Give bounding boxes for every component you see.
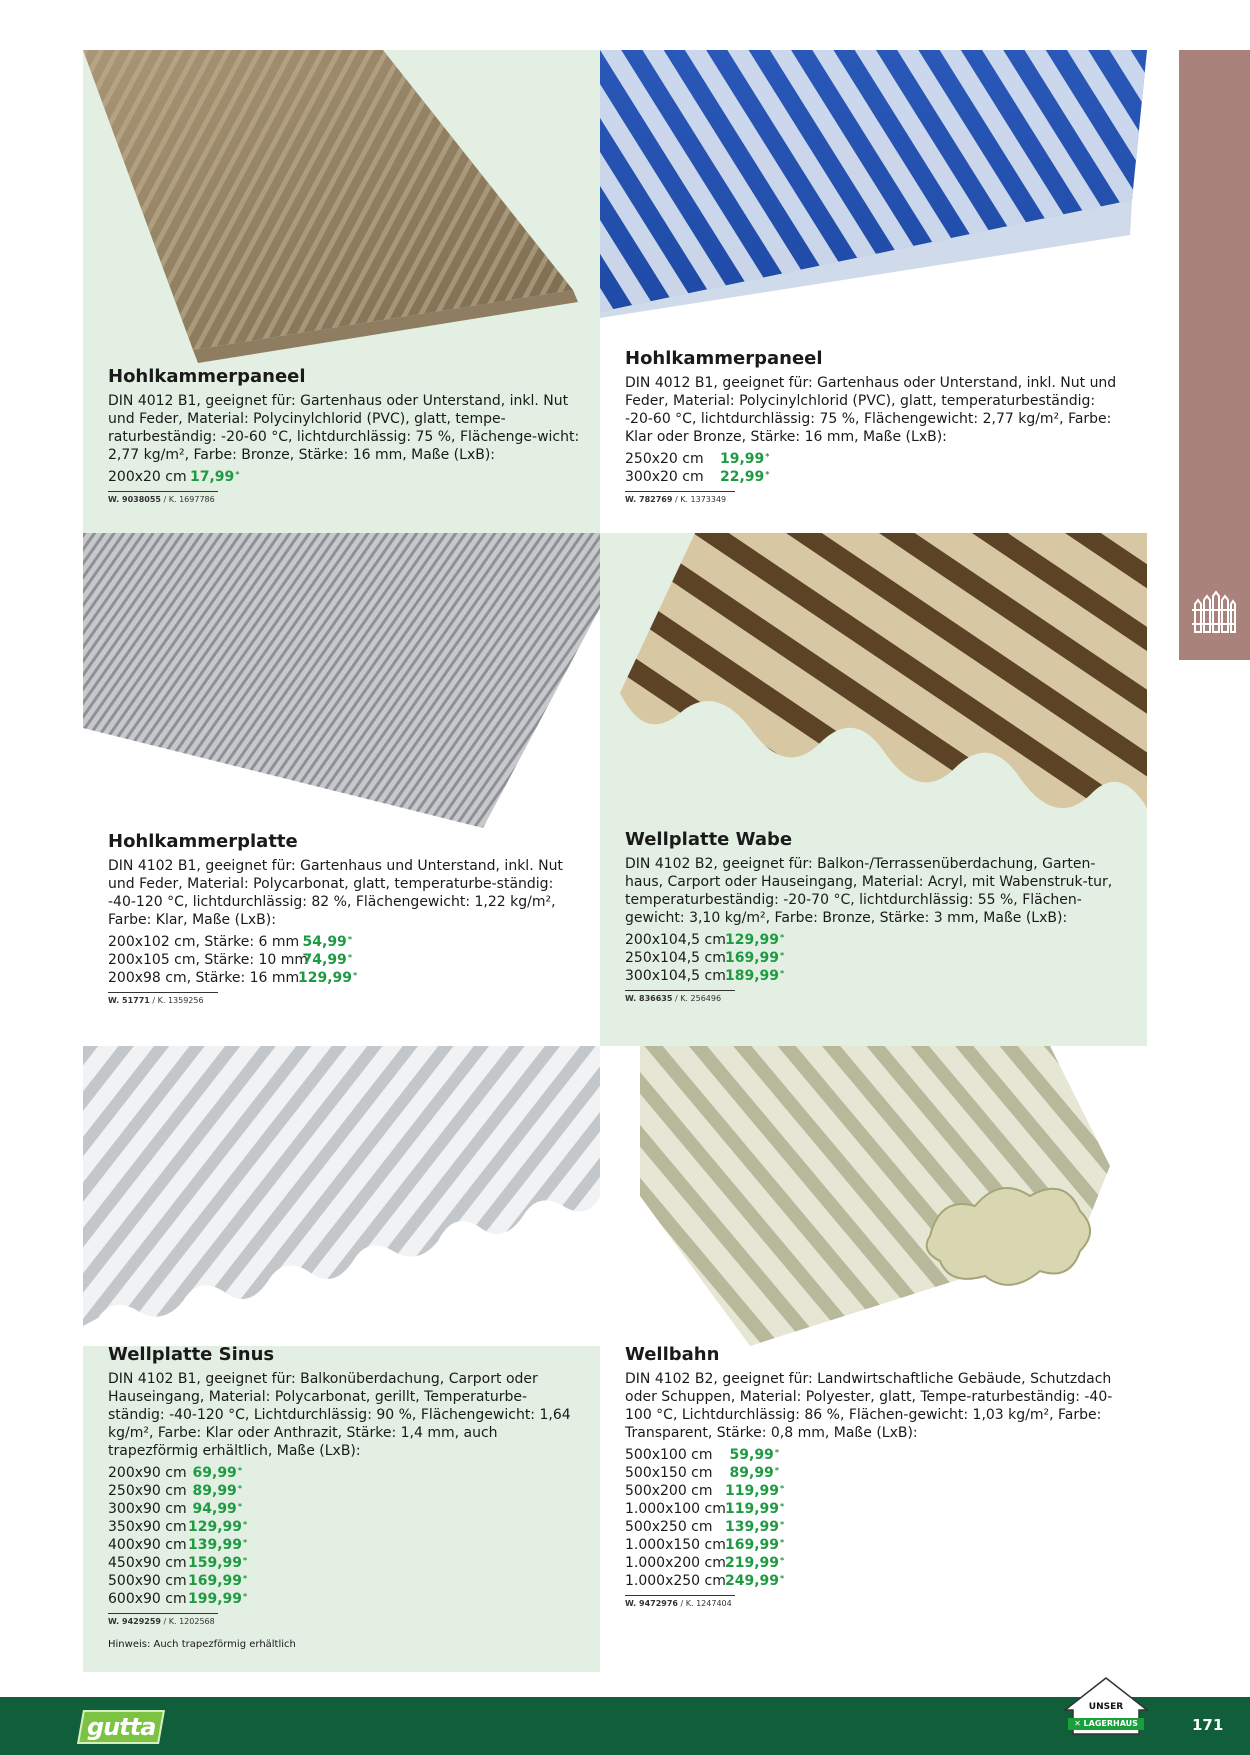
- variant-size: 300x90 cm: [108, 1501, 187, 1517]
- product-card-wellplatte-sinus: [83, 1046, 600, 1672]
- variant-size: 200x98 cm, Stärke: 16 mm: [108, 970, 300, 986]
- price-row: [625, 949, 1127, 967]
- product-description: DIN 4102 B2, geeignet für: Balkon-/Terrassenüberdachung, Garten-haus, Carport oder Hauseingang, Material: Acryl, mit Wabenstruk-tur, temperaturbeständig: -20-70 °C, lichtdurchlässig: 55 %, Flächen-gewicht: 3,10 kg/m², Farbe: Bronze, Stärke: 3 mm, Maße (LxB):: [625, 856, 1113, 926]
- divider: [108, 1613, 218, 1614]
- variant-price: 129,99*: [188, 1519, 248, 1535]
- brand-logo: gutta: [77, 1710, 165, 1744]
- variant-price: 119,99*: [725, 1483, 785, 1499]
- price-row: [108, 468, 580, 486]
- variant-price: 74,99*: [302, 952, 352, 968]
- price-row: [108, 933, 580, 951]
- price-row: [108, 951, 580, 969]
- price-row: [625, 1518, 1127, 1536]
- divider: [625, 1595, 735, 1596]
- variant-price: 219,99*: [725, 1555, 785, 1571]
- price-row: [625, 967, 1127, 985]
- price-row: [625, 468, 1127, 486]
- variant-price: 119,99*: [725, 1501, 785, 1517]
- product-image: [83, 1046, 600, 1346]
- product-image: [600, 533, 1147, 833]
- variant-size: 200x102 cm, Stärke: 6 mm: [108, 934, 300, 950]
- price-row: [108, 1518, 580, 1536]
- article-number: W. 782769 / K. 1373349: [625, 495, 727, 504]
- product-description: DIN 4012 B1, geeignet für: Gartenhaus oder Unterstand, inkl. Nut und Feder, Material: Polycinylchlorid (PVC), glatt, tempe-raturbeständig: -20-60 °C, lichtdurchlässig: 75 %, Flächenge-wicht: 2,77 kg/m², Farbe: Bronze, Stärke: 16 mm, Maße (LxB):: [108, 393, 580, 463]
- product-card-hohlkammerplatte: [83, 533, 600, 1046]
- variant-size: 200x90 cm: [108, 1465, 187, 1481]
- price-row: [108, 1590, 580, 1608]
- product-title: Hohlkammerpaneel: [625, 348, 823, 369]
- variant-price: 189,99*: [725, 968, 785, 984]
- variant-price: 169,99*: [188, 1573, 248, 1589]
- variant-price: 199,99*: [188, 1591, 248, 1607]
- variant-price: 139,99*: [725, 1519, 785, 1535]
- variant-price: 169,99*: [725, 950, 785, 966]
- lagerhaus-badge: ✕ LAGERHAUS: [1068, 1718, 1144, 1730]
- price-row: [625, 1500, 1127, 1518]
- divider: [108, 992, 218, 993]
- price-row: [108, 969, 580, 987]
- price-list: [108, 1464, 580, 1608]
- variant-size: 500x150 cm: [625, 1465, 713, 1481]
- price-list: [625, 450, 1127, 486]
- variant-size: 250x20 cm: [625, 451, 704, 467]
- product-description: DIN 4102 B1, geeignet für: Balkonüberdachung, Carport oder Hauseingang, Material: Polycarbonat, gerillt, Temperaturbe-ständig: -40-120 °C, Lichtdurchlässig: 90 %, Flächengewicht: 1,64 kg/m², Farbe: Klar oder Anthrazit, Stärke: 1,4 mm, auch trapezförmig erhältlich, Maße (LxB):: [108, 1371, 571, 1459]
- product-title: Wellplatte Sinus: [108, 1344, 275, 1365]
- chapter-side-tab[interactable]: [1179, 50, 1250, 660]
- price-row: [108, 1572, 580, 1590]
- variant-price: 129,99*: [298, 970, 358, 986]
- variant-price: 54,99*: [302, 934, 352, 950]
- product-card-hohlkammerpaneel-klar: [600, 50, 1147, 533]
- variant-size: 200x104,5 cm: [625, 932, 726, 948]
- article-number: W. 9038055 / K. 1697786: [108, 495, 215, 504]
- variant-price: 22,99*: [720, 469, 770, 485]
- variant-price: 59,99*: [729, 1447, 779, 1463]
- variant-price: 129,99*: [725, 932, 785, 948]
- price-row: [108, 1536, 580, 1554]
- price-row: [625, 1446, 1127, 1464]
- variant-size: 300x104,5 cm: [625, 968, 726, 984]
- product-description: DIN 4012 B1, geeignet für: Gartenhaus oder Unterstand, inkl. Nut und Feder, Material: Polycinylchlorid (PVC), glatt, temperaturbeständig: -20-60 °C, lichtdurchlässig: 75 %, Flächengewicht: 2,77 kg/m², Farbe: Klar oder Bronze, Stärke: 16 mm, Maße (LxB):: [625, 375, 1117, 445]
- variant-size: 1.000x150 cm: [625, 1537, 726, 1553]
- variant-size: 250x104,5 cm: [625, 950, 726, 966]
- product-title: Wellbahn: [625, 1344, 720, 1365]
- variant-size: 500x90 cm: [108, 1573, 187, 1589]
- divider: [625, 491, 735, 492]
- fence-icon: [1189, 590, 1237, 638]
- product-card-hohlkammerpaneel-bronze: [83, 50, 600, 533]
- variant-price: 89,99*: [729, 1465, 779, 1481]
- price-list: [625, 931, 1127, 985]
- divider: [108, 491, 218, 492]
- variant-size: 200x105 cm, Stärke: 10 mm: [108, 952, 309, 968]
- product-description: DIN 4102 B1, geeignet für: Gartenhaus und Unterstand, inkl. Nut und Feder, Material: Polycarbonat, glatt, temperaturbe-ständig: -40-120 °C, lichtdurchlässig: 82 %, Flächengewicht: 1,22 kg/m², Farbe: Klar, Maße (LxB):: [108, 858, 563, 928]
- variant-size: 1.000x250 cm: [625, 1573, 726, 1589]
- article-number: W. 9429259 / K. 1202568: [108, 1617, 215, 1626]
- variant-size: 400x90 cm: [108, 1537, 187, 1553]
- variant-price: 69,99*: [192, 1465, 242, 1481]
- product-note: Hinweis: Auch trapezförmig erhältlich: [108, 1639, 296, 1650]
- price-list: [625, 1446, 1127, 1590]
- price-list: [108, 468, 580, 486]
- price-row: [108, 1464, 580, 1482]
- variant-size: 1.000x100 cm: [625, 1501, 726, 1517]
- price-row: [108, 1482, 580, 1500]
- price-row: [625, 931, 1127, 949]
- variant-price: 159,99*: [188, 1555, 248, 1571]
- product-image: [600, 1046, 1147, 1346]
- variant-price: 89,99*: [192, 1483, 242, 1499]
- variant-price: 139,99*: [188, 1537, 248, 1553]
- product-image: [600, 50, 1147, 340]
- price-row: [625, 1554, 1127, 1572]
- article-number: W. 51771 / K. 1359256: [108, 996, 204, 1005]
- variant-price: 94,99*: [192, 1501, 242, 1517]
- product-image: [83, 533, 600, 833]
- price-row: [625, 1464, 1127, 1482]
- product-title: Hohlkammerplatte: [108, 831, 298, 852]
- variant-size: 500x100 cm: [625, 1447, 713, 1463]
- variant-size: 300x20 cm: [625, 469, 704, 485]
- variant-price: 169,99*: [725, 1537, 785, 1553]
- price-list: [108, 933, 580, 987]
- variant-price: 17,99*: [190, 469, 240, 485]
- article-number: W. 836635 / K. 256496: [625, 994, 722, 1003]
- product-description: DIN 4102 B2, geeignet für: Landwirtschaftliche Gebäude, Schutzdach oder Schuppen, Material: Polyester, glatt, Tempe-raturbeständig: -40-100 °C, Lichtdurchlässig: 86 %, Flächen-gewicht: 1,03 kg/m², Farbe: Transparent, Stärke: 0,8 mm, Maße (LxB):: [625, 1371, 1113, 1441]
- product-title: Hohlkammerpaneel: [108, 366, 306, 387]
- variant-size: 450x90 cm: [108, 1555, 187, 1571]
- variant-price: 249,99*: [725, 1573, 785, 1589]
- divider: [625, 990, 735, 991]
- price-row: [625, 1536, 1127, 1554]
- variant-size: 1.000x200 cm: [625, 1555, 726, 1571]
- product-card-wellbahn: [600, 1046, 1147, 1672]
- page-number: 171: [1192, 1716, 1224, 1734]
- price-row: [108, 1500, 580, 1518]
- price-row: [108, 1554, 580, 1572]
- article-number: W. 9472976 / K. 1247404: [625, 1599, 732, 1608]
- variant-size: 500x200 cm: [625, 1483, 713, 1499]
- badge-top-text: UNSER: [1088, 1702, 1124, 1712]
- variant-size: 200x20 cm: [108, 469, 187, 485]
- variant-size: 500x250 cm: [625, 1519, 713, 1535]
- product-image: [83, 50, 600, 380]
- price-row: [625, 1572, 1127, 1590]
- variant-size: 250x90 cm: [108, 1483, 187, 1499]
- product-card-wellplatte-wabe: [600, 533, 1147, 1046]
- variant-size: 350x90 cm: [108, 1519, 187, 1535]
- variant-size: 600x90 cm: [108, 1591, 187, 1607]
- variant-price: 19,99*: [720, 451, 770, 467]
- price-row: [625, 450, 1127, 468]
- price-row: [625, 1482, 1127, 1500]
- product-title: Wellplatte Wabe: [625, 829, 793, 850]
